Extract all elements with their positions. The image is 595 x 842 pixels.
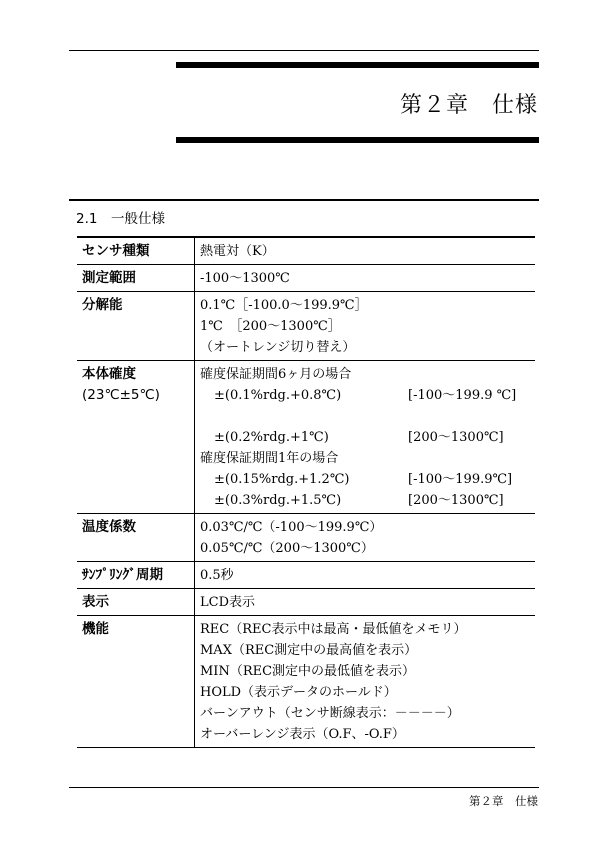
value-line: 確度保証期間6ヶ月の場合 bbox=[200, 367, 352, 382]
accuracy-value: ±(0.2%rdg.+1℃) bbox=[214, 430, 329, 445]
chapter-title: 第２章 仕様 bbox=[399, 93, 538, 118]
accuracy-range: [200～1300℃] bbox=[408, 430, 504, 445]
row-label: ｻﾝﾌﾟﾘﾝｸﾞ周期 bbox=[77, 562, 195, 589]
value-line: バーンアウト（センサ断線表示：－－－－） bbox=[200, 706, 460, 721]
value-line: 熱電対（K） bbox=[200, 244, 275, 259]
table-row bbox=[77, 514, 535, 562]
spec-table bbox=[77, 236, 535, 748]
value-line: 0.05℃/℃（200～1300℃） bbox=[200, 541, 374, 556]
value-line: REC（REC表示中は最高・最低値をメモリ） bbox=[200, 622, 467, 637]
section-title: 2.1 一般仕様 bbox=[76, 211, 165, 227]
accuracy-range: [-100～199.9 ℃] bbox=[408, 388, 517, 403]
accuracy-value: ±(0.15%rdg.+1.2℃) bbox=[214, 472, 350, 487]
table-row bbox=[77, 562, 535, 589]
row-label: 測定範囲 bbox=[77, 265, 195, 292]
top-rule bbox=[69, 50, 539, 51]
section-rule bbox=[69, 199, 539, 201]
accuracy-range: [-100～199.9℃] bbox=[408, 472, 513, 487]
value-line: MIN（REC測定中の最低値を表示） bbox=[200, 664, 416, 679]
value-line: 0.5秒 bbox=[200, 568, 234, 583]
accuracy-value: ±(0.1%rdg.+0.8℃) bbox=[214, 388, 342, 403]
row-value bbox=[195, 237, 536, 265]
label-main: 本体確度 bbox=[82, 366, 136, 382]
row-value bbox=[195, 514, 536, 562]
table-row bbox=[77, 292, 535, 361]
table-row bbox=[77, 361, 535, 514]
footer-rule bbox=[69, 787, 539, 788]
table-row bbox=[77, 589, 535, 616]
value-line: MAX（REC測定中の最高値を表示） bbox=[200, 643, 418, 658]
row-label: 温度係数 bbox=[77, 514, 195, 562]
row-value bbox=[195, 616, 536, 748]
row-label: 分解能 bbox=[77, 292, 195, 361]
row-label bbox=[77, 361, 195, 514]
row-label: 機能 bbox=[77, 616, 195, 748]
value-line: （オートレンジ切り替え） bbox=[200, 340, 356, 355]
blank-line bbox=[200, 406, 532, 427]
value-line: オーバーレンジ表示（O.F、-O.F） bbox=[200, 727, 405, 742]
value-line: HOLD（表示データのホールド） bbox=[200, 685, 397, 700]
accuracy-row bbox=[200, 385, 532, 406]
value-line: 0.1℃［-100.0～199.9℃］ bbox=[200, 298, 368, 313]
value-line: 0.03℃/℃（-100～199.9℃） bbox=[200, 520, 383, 535]
row-label: センサ種類 bbox=[77, 237, 195, 265]
accuracy-row bbox=[200, 490, 532, 511]
accuracy-row bbox=[200, 469, 532, 490]
row-value bbox=[195, 361, 536, 514]
table-row bbox=[77, 616, 535, 748]
footer-text: 第２章 仕様 bbox=[469, 794, 538, 808]
row-label: 表示 bbox=[77, 589, 195, 616]
chapter-rule-top bbox=[176, 62, 539, 68]
row-value bbox=[195, 292, 536, 361]
row-value bbox=[195, 562, 536, 589]
table-row bbox=[77, 237, 535, 265]
label-sub: (23℃±5℃) bbox=[82, 387, 160, 403]
accuracy-range: [200～1300℃] bbox=[408, 493, 504, 508]
chapter-rule-bottom bbox=[176, 137, 539, 143]
value-line: 確度保証期間1年の場合 bbox=[200, 451, 339, 466]
row-value bbox=[195, 265, 536, 292]
row-value bbox=[195, 589, 536, 616]
table-row bbox=[77, 265, 535, 292]
accuracy-row bbox=[200, 427, 532, 448]
value-line: 1℃ ［200～1300℃］ bbox=[200, 319, 341, 334]
value-line: -100～1300℃ bbox=[200, 271, 290, 286]
value-line: LCD表示 bbox=[200, 595, 256, 610]
accuracy-value: ±(0.3%rdg.+1.5℃) bbox=[214, 493, 342, 508]
